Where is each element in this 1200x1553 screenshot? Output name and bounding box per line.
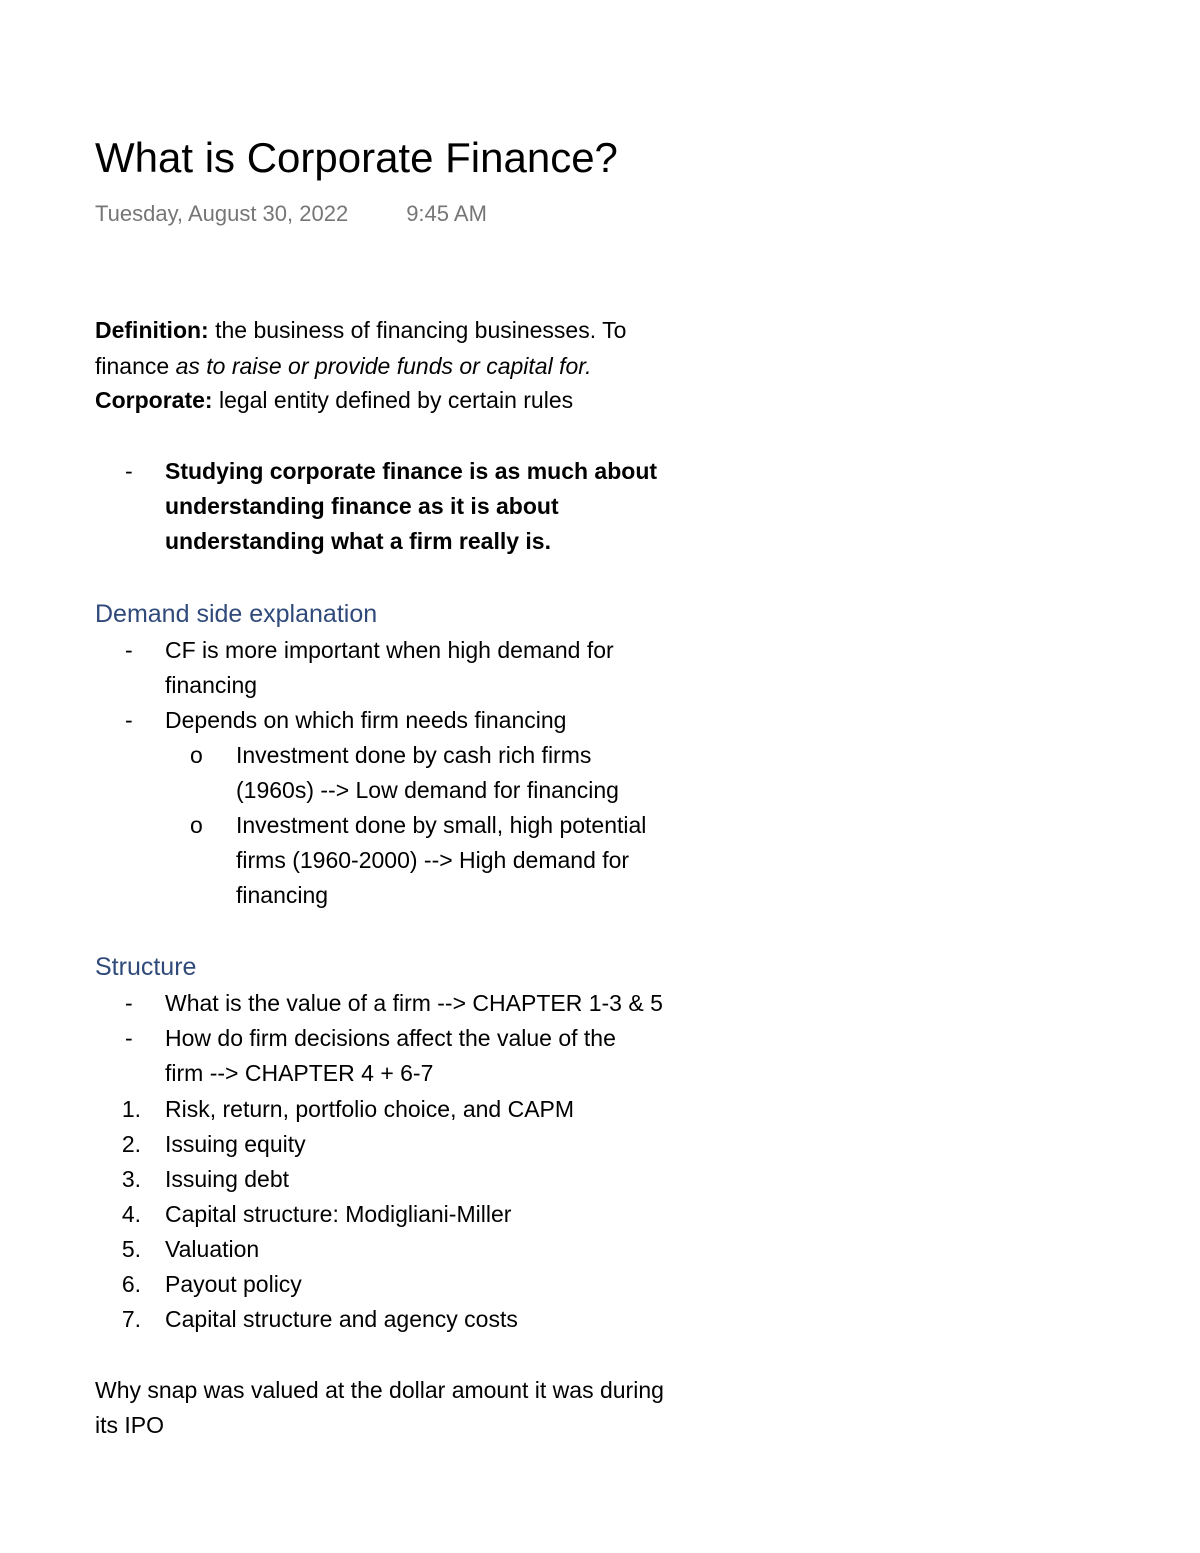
bullet-circle: o — [190, 812, 203, 838]
key-point-line: Studying corporate finance is as much about — [165, 458, 658, 484]
definition-line-2 — [95, 349, 591, 384]
list-number: 3. — [121, 1166, 141, 1192]
bullet-dash: - — [125, 637, 133, 663]
list-number: 5. — [121, 1236, 141, 1262]
list-item: firm --> CHAPTER 4 + 6-7 — [165, 1060, 434, 1086]
list-item: What is the value of a firm --> CHAPTER 1-3 & 5 — [165, 990, 663, 1016]
section-heading-structure: Structure — [95, 953, 197, 981]
numbered-item: Risk, return, portfolio choice, and CAPM — [165, 1096, 575, 1122]
closing-text: its IPO — [95, 1412, 165, 1438]
definition-text: the business of financing businesses. To — [208, 317, 627, 343]
numbered-item: Issuing equity — [165, 1131, 306, 1157]
bullet-circle: o — [190, 742, 203, 768]
list-number: 4. — [121, 1201, 141, 1227]
list-number: 2. — [121, 1131, 141, 1157]
definition-text-2: finance — [95, 353, 176, 379]
key-point-line: understanding what a firm really is. — [165, 528, 551, 554]
note-timestamp — [95, 199, 487, 229]
section-heading-demand: Demand side explanation — [95, 600, 378, 628]
note-date: Tuesday, August 30, 2022 — [95, 201, 349, 226]
numbered-item: Capital structure: Modigliani-Miller — [165, 1201, 512, 1227]
definition-line-1 — [95, 313, 626, 348]
bullet-dash: - — [125, 990, 133, 1016]
list-number: 6. — [121, 1271, 141, 1297]
list-number: 7. — [121, 1306, 141, 1332]
numbered-item: Capital structure and agency costs — [165, 1306, 518, 1332]
sub-list-item: (1960s) --> Low demand for financing — [236, 777, 619, 803]
list-item: CF is more important when high demand for — [165, 637, 614, 663]
bullet-dash: - — [125, 1025, 133, 1051]
list-item: Depends on which firm needs financing — [165, 707, 567, 733]
definition-label: Definition: — [95, 317, 209, 343]
key-point-line: understanding finance as it is about — [165, 493, 559, 519]
list-item: financing — [165, 672, 258, 698]
bullet-dash: - — [125, 458, 133, 484]
page-title: What is Corporate Finance? — [95, 134, 618, 181]
corporate-text: legal entity defined by certain rules — [212, 387, 574, 413]
closing-text: Why snap was valued at the dollar amount it was during — [95, 1377, 664, 1403]
definition-italic: as to raise or provide funds or capital for. — [175, 353, 592, 379]
note-time: 9:45 AM — [406, 201, 487, 226]
list-item: How do firm decisions affect the value of the — [165, 1025, 616, 1051]
sub-list-item: financing — [236, 882, 329, 908]
bullet-dash: - — [125, 707, 133, 733]
sub-list-item: firms (1960-2000) --> High demand for — [236, 847, 630, 873]
corporate-line — [95, 383, 573, 418]
list-number: 1. — [121, 1096, 141, 1122]
sub-list-item: Investment done by cash rich firms — [236, 742, 592, 768]
numbered-item: Valuation — [165, 1236, 260, 1262]
sub-list-item: Investment done by small, high potential — [236, 812, 647, 838]
numbered-item: Payout policy — [165, 1271, 302, 1297]
corporate-label: Corporate: — [95, 387, 213, 413]
numbered-item: Issuing debt — [165, 1166, 290, 1192]
